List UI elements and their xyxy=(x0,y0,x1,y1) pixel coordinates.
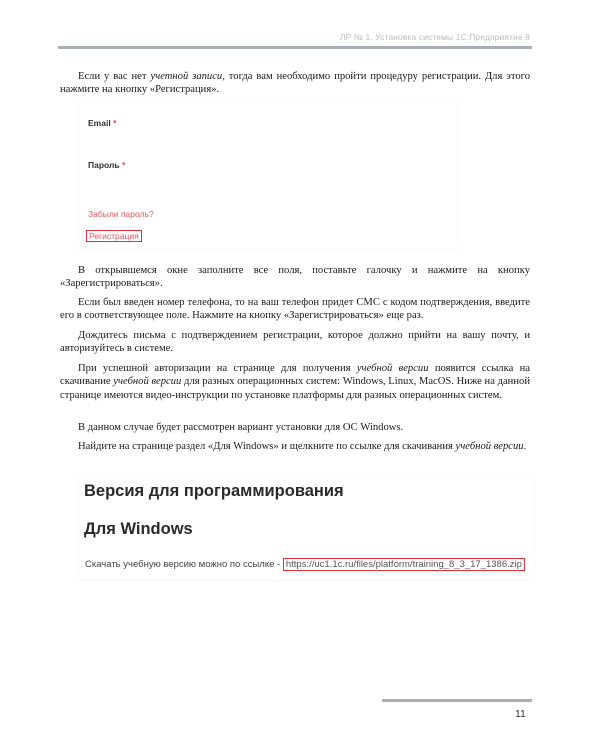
email-label: Email * xyxy=(88,118,117,128)
page-number: 11 xyxy=(515,708,526,720)
footer-divider xyxy=(382,699,532,702)
download-line xyxy=(85,559,525,570)
download-text: Скачать учебную версию можно по ссылке - xyxy=(85,559,283,570)
download-link[interactable]: https://uc1.1c.ru/files/platform/training_8_3_17_1386.zip xyxy=(283,558,525,571)
paragraph-4: Дождитесь письма с подтверждением регистрации, которое должно прийти на вашу почту, и авторизуйтесь в системе. xyxy=(60,330,530,355)
required-mark: * xyxy=(122,160,126,170)
forgot-password-link[interactable]: Забыли пароль? xyxy=(88,209,154,219)
required-mark: * xyxy=(113,118,117,128)
header-divider xyxy=(58,46,532,49)
paragraph-6: В данном случае будет рассмотрен вариант установки для ОС Windows. xyxy=(78,422,404,433)
paragraph-3: Если был введен номер телефона, то на ваш телефон придет СМС с кодом подтверждения, введите его в соответствующее поле. Нажмите на кнопку «Зарегистрироваться» еще раз. xyxy=(60,297,530,322)
paragraph-5: При успешной авторизации на странице для получения учебной версии появится ссылка на скачивание учебной версии для разных операционных систем: Windows, Linux, MacOS. Ниже на данной странице имеются видео-инструкции по установке платформы для разных операционных систем. xyxy=(60,363,530,401)
register-link[interactable]: Регистрация xyxy=(86,230,142,242)
login-form-screenshot xyxy=(78,103,458,248)
download-section-screenshot xyxy=(78,478,533,580)
windows-subheading: Для Windows xyxy=(84,520,193,538)
password-label: Пароль * xyxy=(88,160,126,170)
paragraph-7: Найдите на странице раздел «Для Windows» и щелкните по ссылке для скачивания учебной версии. xyxy=(78,441,527,452)
paragraph-2: В открывшемся окне заполните все поля, поставьте галочку и нажмите на кнопку «Зарегистрироваться». xyxy=(60,265,530,290)
section-heading: Версия для программирования xyxy=(84,482,344,500)
running-header: ЛР № 1. Установка системы 1С:Предприятие 8 xyxy=(339,32,530,42)
paragraph-1: Если у вас нет учетной записи, тогда вам необходимо пройти процедуру регистрации. Для этого нажмите на кнопку «Регистрация». xyxy=(60,71,530,96)
